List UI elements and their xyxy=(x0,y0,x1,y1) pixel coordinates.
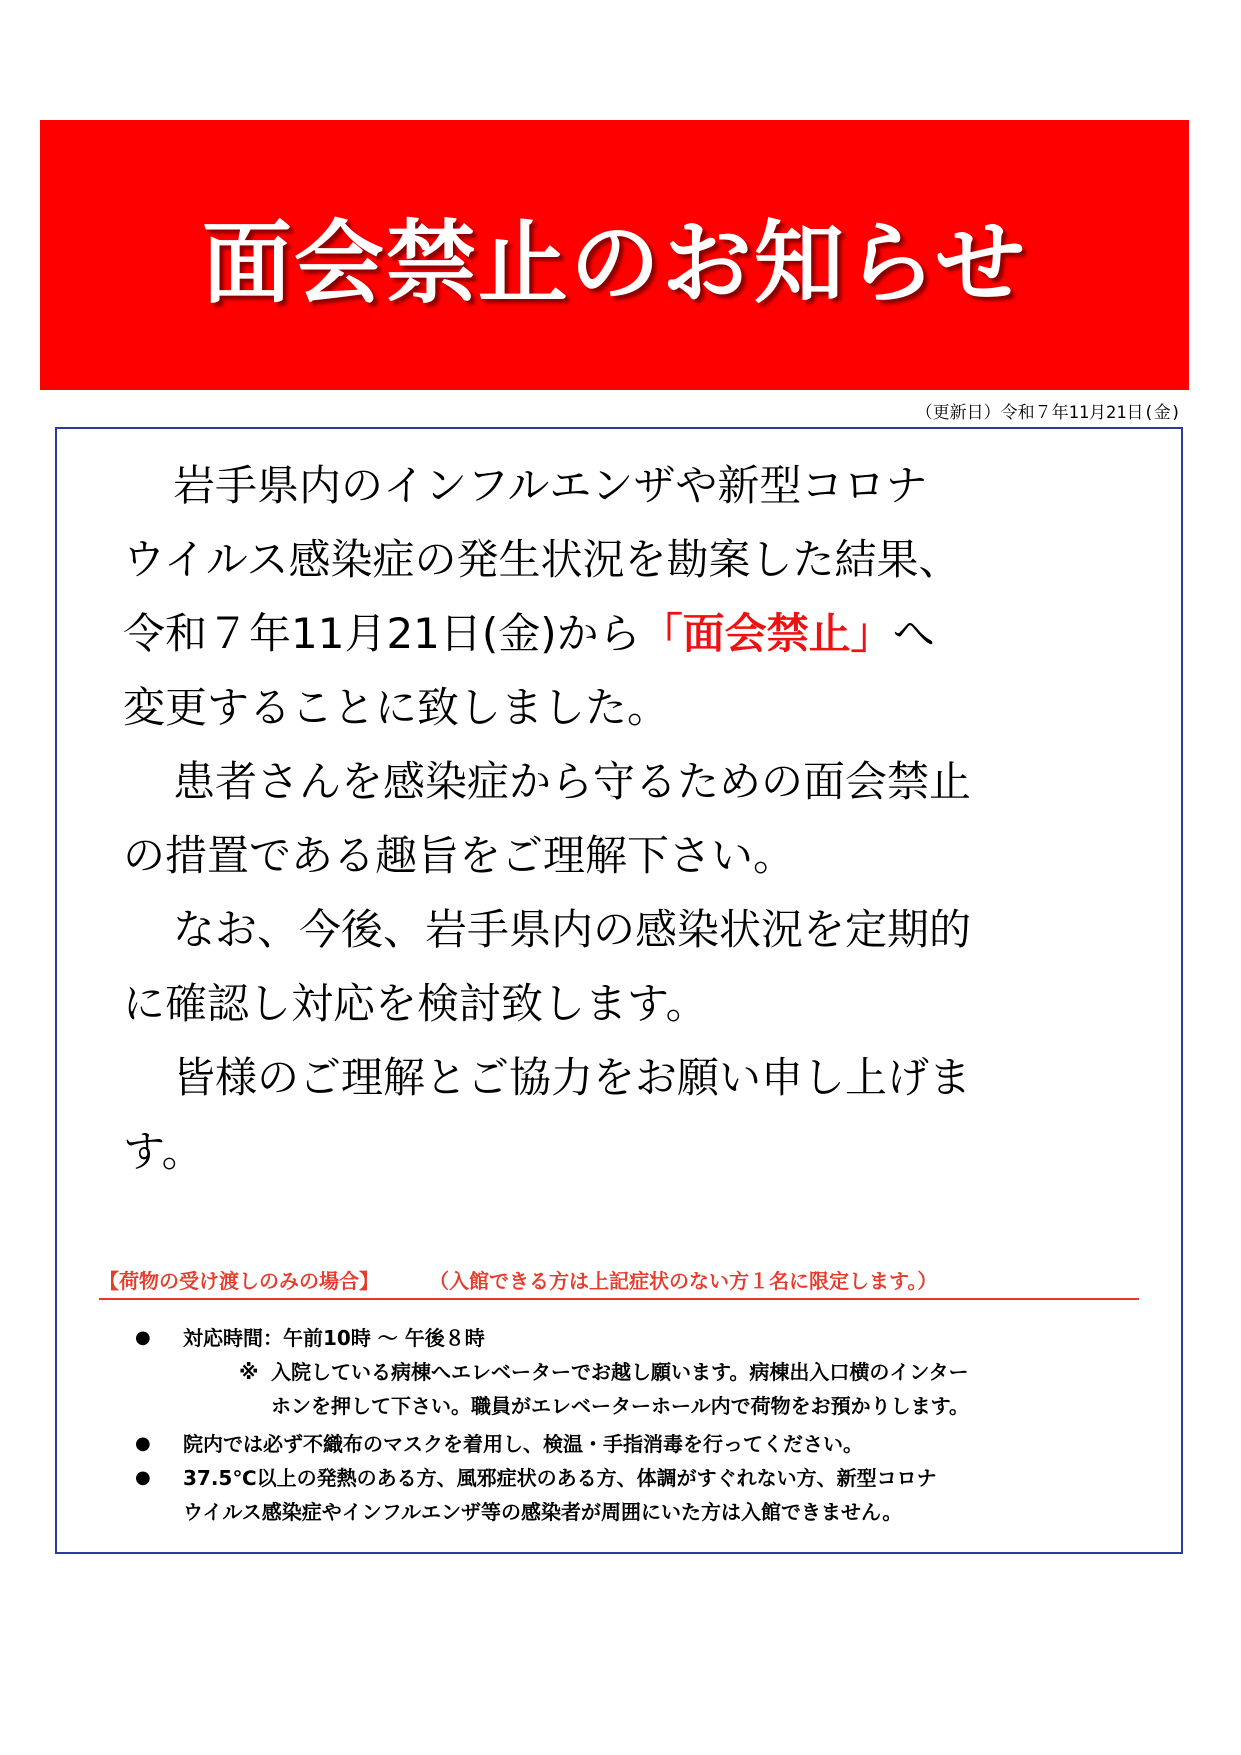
hours-note xyxy=(135,1389,1135,1423)
body-text: へ xyxy=(892,609,935,658)
body-line: 皆様のご理解とご協力をお願い申し上げま xyxy=(173,1053,972,1102)
updated-date: （更新日）令和７年11月21日(金) xyxy=(915,403,1181,423)
hours-note xyxy=(135,1355,1135,1389)
fever-text: 37.5℃以上の発熱のある方、風邪症状のある方、体調がすぐれない方、新型コロナ xyxy=(183,1466,937,1490)
note-mark: ※ xyxy=(239,1360,259,1384)
body-line: す。 xyxy=(123,1127,204,1176)
page-title: 面会禁止のお知らせ xyxy=(201,211,1028,316)
notice-body xyxy=(123,449,1133,1189)
body-line: 岩手県内のインフルエンザや新型コロナ xyxy=(173,461,928,510)
bullet-icon: ● xyxy=(135,1327,151,1348)
bullet-icon: ● xyxy=(135,1433,151,1454)
fever-text: ウイルス感染症やインフルエンザ等の感染者が周囲にいた方は入館できません。 xyxy=(183,1500,903,1524)
delivery-heading-note: （入館できる方は上記症状のない方１名に限定します。） xyxy=(439,1269,938,1293)
body-line: ウイルス感染症の発生状況を勘案した結果、 xyxy=(123,535,961,584)
body-line: に確認し対応を検討致します。 xyxy=(123,979,708,1028)
hours-note-line: 入院している病棟へエレベーターでお越し願います。病棟出入口横のインター xyxy=(271,1360,969,1384)
hours-text: 対応時間：午前10時 ～ 午後８時 xyxy=(183,1326,485,1350)
title-banner xyxy=(40,120,1189,390)
list-item xyxy=(135,1495,1135,1529)
list-item xyxy=(135,1427,1135,1461)
body-line: なお、今後、岩手県内の感染状況を定期的 xyxy=(173,905,972,954)
hours-note-line: ホンを押して下さい。職員がエレベーターホール内で荷物をお預かりします。 xyxy=(271,1394,969,1418)
bullet-icon: ● xyxy=(135,1467,151,1488)
delivery-rules xyxy=(135,1321,1135,1529)
body-line xyxy=(123,597,1133,671)
notice-box xyxy=(55,427,1183,1554)
body-line: 患者さんを感染症から守るための面会禁止 xyxy=(173,757,972,806)
body-line: 変更することに致しました。 xyxy=(123,683,670,732)
mask-text: 院内では必ず不織布のマスクを着用し、検温・手指消毒を行ってください。 xyxy=(183,1432,863,1456)
body-line: の措置である趣旨をご理解下さい。 xyxy=(123,831,796,880)
delivery-heading xyxy=(99,1265,1139,1300)
delivery-heading-title: 【荷物の受け渡しのみの場合】 xyxy=(99,1269,379,1293)
body-text: 令和７年11月21日(金)から xyxy=(123,609,641,658)
visit-ban-highlight: 「面会禁止」 xyxy=(640,609,893,658)
list-item xyxy=(135,1321,1135,1355)
list-item xyxy=(135,1461,1135,1495)
